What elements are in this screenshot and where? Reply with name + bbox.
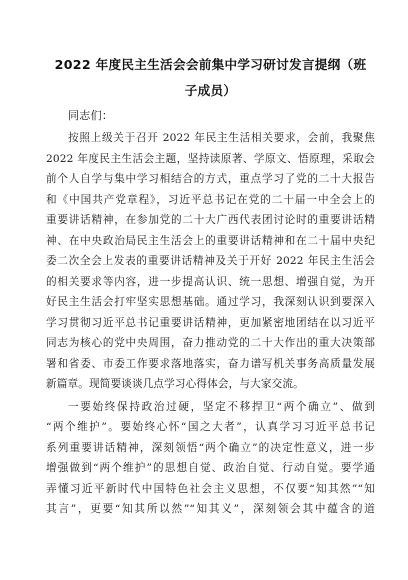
title-line: 2022 年度民主生活会会前集中学习研讨发言提纲（班 <box>54 57 367 72</box>
text-line: 2022 年度民主生活会主题，坚持读原著、学原文、悟原理，采取会 <box>46 152 375 165</box>
document-title <box>46 52 375 104</box>
text-line: 同志为核心的党中央周围，奋力推动党的二十大作出的重大决策部 <box>46 337 375 349</box>
text-line: 一要始终保持政治过硬，坚定不移捍卫“两个确立”、做到 <box>68 400 375 413</box>
text-line: 增强做到“两个维护”的思想自觉、政治自觉、行动自觉。要学通 <box>46 462 375 474</box>
text-line: 的相关要求等内容，进一步提高认识、统一思想、增强自觉，为开 <box>46 275 375 288</box>
text-line: 署和省委、市委工作要求落地落实，奋力谱写机关事务高质量发展 <box>46 357 375 370</box>
paragraph-point-one <box>46 397 375 520</box>
paragraph-intro <box>46 128 375 395</box>
text-line: 委二次全会上发表的重要讲话精神及关于开好 2022 年民主生活会 <box>46 255 375 267</box>
text-line: 重要讲话精神，在参加党的二十大广西代表团讨论时的重要讲话精 <box>46 214 375 226</box>
text-line: 其言”，更要“知其所以然”“知其义”，深刻领会其中蕴含的道 <box>46 503 375 515</box>
text-line: 神、在中央政治局民主生活会上的重要讲话精神和在二十届中央纪 <box>46 234 375 247</box>
text-line: 和《中国共产党章程》，习近平总书记在党的二十届一中全会上的 <box>46 193 375 206</box>
text-line: 按照上级关于召开 2022 年民主生活相关要求，会前，我聚焦 <box>68 132 375 144</box>
title-line: 子成员） <box>184 83 237 98</box>
text-line: 前个人自学与集中学习相结合的方式，重点学习了党的二十大报告 <box>46 173 375 185</box>
text-line: 好民主生活会打牢坚实思想基础。通过学习，我深刻认识到要深入 <box>46 296 375 308</box>
text-line: 学习贯彻习近平总书记重要讲话精神，更加紧密地团结在以习近平 <box>46 316 375 329</box>
text-line: “两个维护”。要始终心怀“国之大者”，认真学习习近平总书记 <box>46 421 375 433</box>
text-line: 系列重要讲话精神，深刻领悟“两个确立”的决定性意义，进一步 <box>46 441 375 454</box>
text-line: 弄懂习近平新时代中国特色社会主义思想，不仅要“知其然”“知 <box>46 482 375 495</box>
salutation: 同志们： <box>68 109 114 122</box>
text-line: 新篇章。现简要谈谈几点学习心得体会，与大家交流。 <box>46 378 304 390</box>
